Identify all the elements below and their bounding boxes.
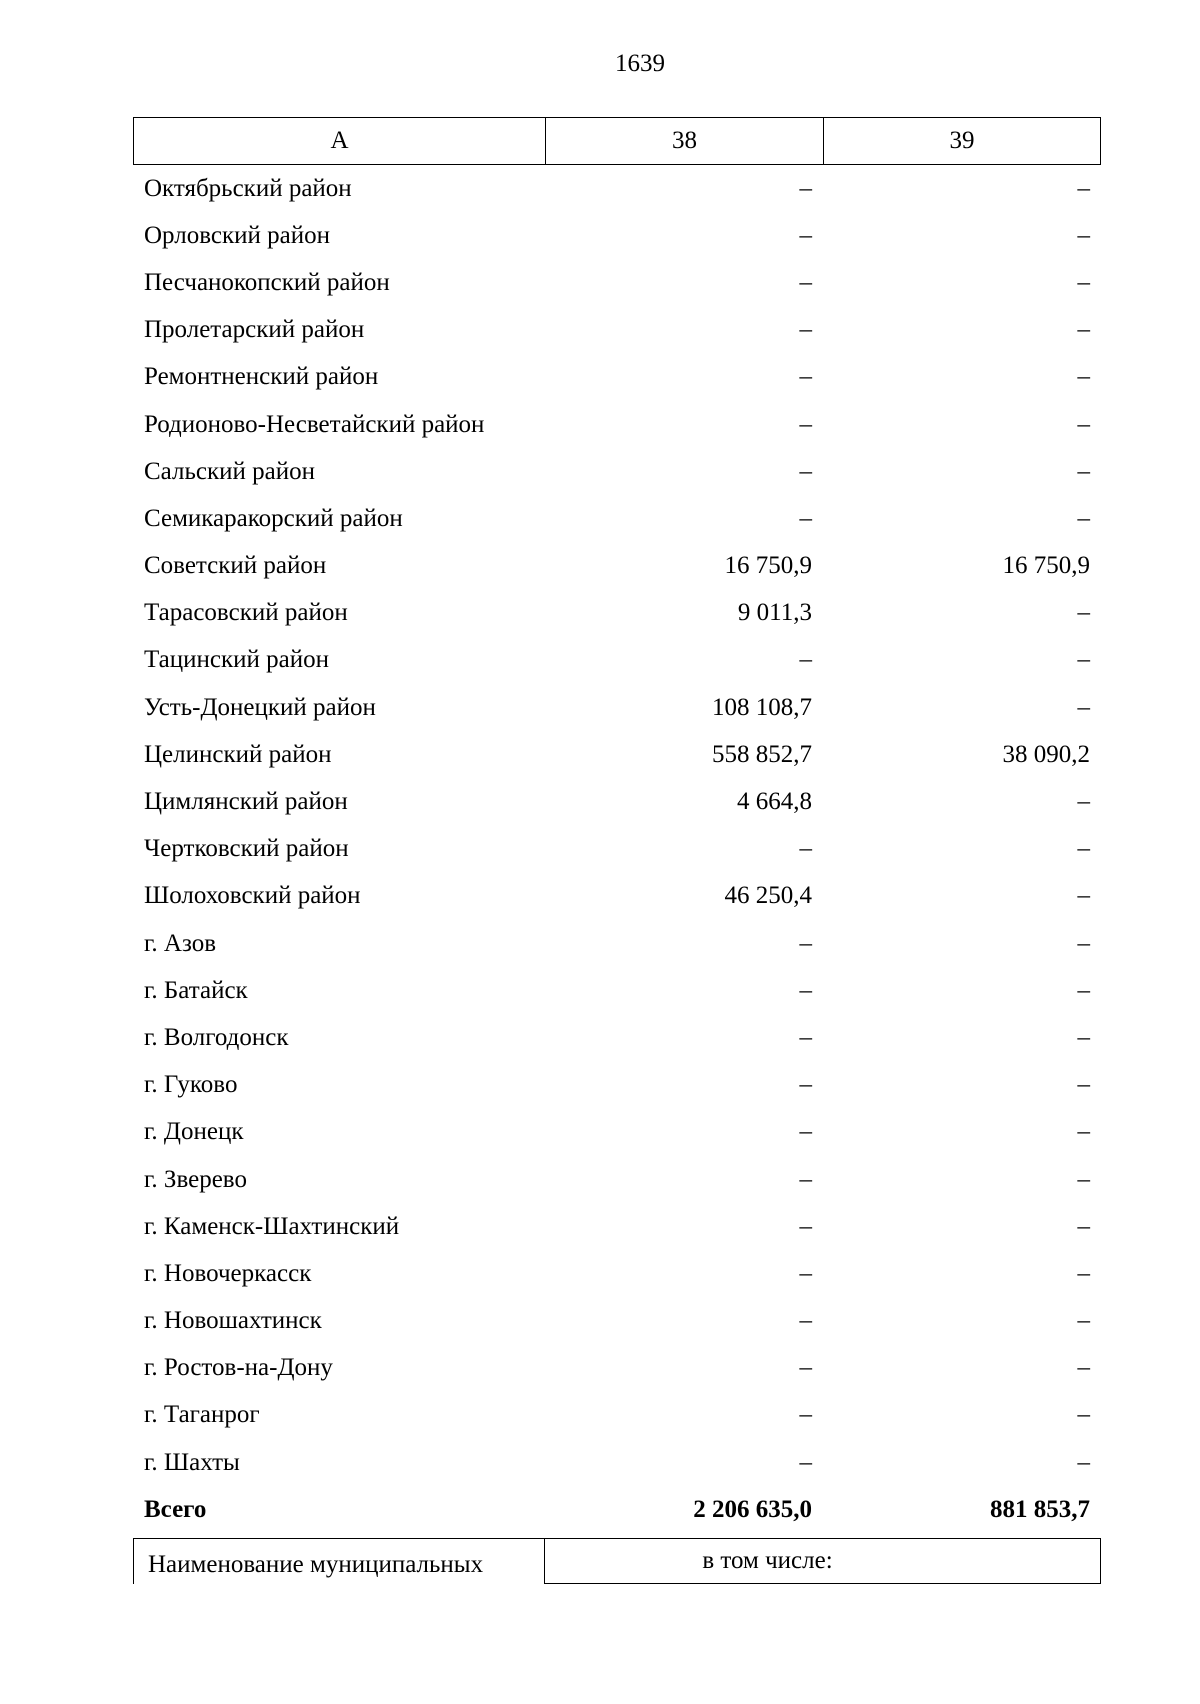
value-39: –: [1077, 929, 1090, 957]
table-row: [133, 684, 1101, 731]
next-header-including: в том числе:: [702, 1547, 833, 1574]
municipality-name: Чертковский район: [144, 835, 349, 863]
value-39: –: [1077, 504, 1090, 532]
value-39: –: [1077, 1259, 1090, 1287]
table-row: [133, 1156, 1101, 1203]
value-38: –: [799, 457, 812, 485]
value-39: –: [1077, 1165, 1090, 1193]
value-39: –: [1077, 1401, 1090, 1429]
municipality-name: г. Каменск-Шахтинский: [144, 1212, 400, 1240]
value-39: –: [1077, 646, 1090, 674]
table-row: [133, 967, 1101, 1014]
municipality-name: г. Шахты: [144, 1448, 240, 1476]
municipality-name: г. Азов: [144, 929, 217, 957]
table-row: [133, 637, 1101, 684]
municipality-name: Тацинский район: [144, 646, 329, 674]
header-column-a: А: [134, 118, 546, 164]
value-38: –: [799, 1448, 812, 1476]
value-39: –: [1077, 1448, 1090, 1476]
value-38: 46 250,4: [724, 882, 812, 910]
table-row: [133, 1345, 1101, 1392]
page-number: 1639: [615, 50, 665, 77]
table-row: [133, 259, 1101, 306]
municipality-name: г. Батайск: [144, 976, 248, 1004]
value-38: –: [799, 1071, 812, 1099]
value-38: –: [799, 221, 812, 249]
table-row: [133, 1014, 1101, 1061]
value-38: –: [799, 268, 812, 296]
value-39: 38 090,2: [1002, 740, 1090, 768]
total-label: Всего: [144, 1495, 207, 1523]
value-38: –: [799, 1118, 812, 1146]
municipality-name: Цимлянский район: [144, 788, 348, 816]
value-38: 9 011,3: [737, 599, 812, 627]
value-39: –: [1077, 221, 1090, 249]
value-39: –: [1077, 1071, 1090, 1099]
municipality-name: г. Ростов-на-Дону: [144, 1354, 333, 1382]
value-38: –: [799, 929, 812, 957]
value-38: –: [799, 1212, 812, 1240]
value-38: 558 852,7: [712, 740, 812, 768]
page-bottom-margin: [0, 1584, 1200, 1704]
table-row: [133, 1298, 1101, 1345]
value-39: –: [1077, 693, 1090, 721]
value-39: –: [1077, 316, 1090, 344]
value-39: –: [1077, 1118, 1090, 1146]
table-row: [133, 212, 1101, 259]
municipality-name: Октябрьский район: [144, 174, 352, 202]
municipality-name: г. Таганрог: [144, 1401, 260, 1429]
value-38: –: [799, 174, 812, 202]
municipality-name: Тарасовский район: [144, 599, 348, 627]
municipality-name: Ремонтненский район: [144, 363, 379, 391]
municipality-name: Семикаракорский район: [144, 504, 403, 532]
value-38: –: [799, 504, 812, 532]
table-row: [133, 401, 1101, 448]
municipality-name: г. Волгодонск: [144, 1023, 289, 1051]
table-row: [133, 873, 1101, 920]
value-39: –: [1077, 1307, 1090, 1335]
table-row: [133, 731, 1101, 778]
header-column-39: 39: [949, 127, 975, 154]
value-39: 16 750,9: [1002, 552, 1090, 580]
value-39: –: [1077, 882, 1090, 910]
table-row: [133, 1062, 1101, 1109]
table-row: [133, 354, 1101, 401]
value-39: –: [1077, 599, 1090, 627]
header-column-38: 38: [546, 118, 824, 164]
table-header: [133, 117, 1101, 165]
value-38: –: [799, 976, 812, 1004]
municipality-name: Орловский район: [144, 221, 330, 249]
value-38: –: [799, 1354, 812, 1382]
value-39: –: [1077, 788, 1090, 816]
table-row: [133, 448, 1101, 495]
value-38: –: [799, 316, 812, 344]
value-38: –: [799, 835, 812, 863]
municipality-name: Песчанокопский район: [144, 268, 390, 296]
table-row: [133, 543, 1101, 590]
value-38: –: [799, 646, 812, 674]
municipality-name: г. Зверево: [144, 1165, 247, 1193]
next-table-header: [133, 1538, 1101, 1584]
total-row: [133, 1486, 1101, 1533]
municipality-name: г. Новочеркасск: [144, 1259, 312, 1287]
table-row: [133, 307, 1101, 354]
value-39: –: [1077, 1354, 1090, 1382]
table-row: [133, 1392, 1101, 1439]
municipality-name: Шолоховский район: [144, 882, 361, 910]
table-row: [133, 920, 1101, 967]
table-row: [133, 495, 1101, 542]
value-39: –: [1077, 410, 1090, 438]
value-38: –: [799, 363, 812, 391]
municipality-name: г. Гуково: [144, 1071, 238, 1099]
table-row: [133, 778, 1101, 825]
value-38: 16 750,9: [724, 552, 812, 580]
value-39: –: [1077, 174, 1090, 202]
municipality-name: Целинский район: [144, 740, 332, 768]
value-38: –: [799, 1401, 812, 1429]
table-body: [133, 165, 1101, 1533]
table-row: [133, 1250, 1101, 1297]
value-38: –: [799, 410, 812, 438]
value-39: –: [1077, 976, 1090, 1004]
value-38: 108 108,7: [712, 693, 812, 721]
value-39: –: [1077, 268, 1090, 296]
value-39: –: [1077, 1023, 1090, 1051]
municipality-name: г. Новошахтинск: [144, 1307, 322, 1335]
table-row: [133, 1109, 1101, 1156]
table-row: [133, 165, 1101, 212]
table-row: [133, 590, 1101, 637]
municipality-name: Пролетарский район: [144, 316, 365, 344]
value-39: –: [1077, 363, 1090, 391]
table-row: [133, 826, 1101, 873]
total-value-38: 2 206 635,0: [693, 1495, 812, 1523]
table-row: [133, 1203, 1101, 1250]
municipality-name: Сальский район: [144, 457, 315, 485]
municipality-name: г. Донецк: [144, 1118, 244, 1146]
value-38: –: [799, 1023, 812, 1051]
value-39: –: [1077, 1212, 1090, 1240]
value-39: –: [1077, 835, 1090, 863]
municipality-name: Родионово-Несветайский район: [144, 410, 485, 438]
value-38: –: [799, 1165, 812, 1193]
value-39: –: [1077, 457, 1090, 485]
municipality-name: Советский район: [144, 552, 327, 580]
value-38: –: [799, 1259, 812, 1287]
total-value-39: 881 853,7: [990, 1495, 1090, 1523]
municipality-name: Усть-Донецкий район: [144, 693, 376, 721]
value-38: –: [799, 1307, 812, 1335]
table-row: [133, 1439, 1101, 1486]
value-38: 4 664,8: [737, 788, 812, 816]
next-header-column-name: Наименование муниципальных: [133, 1539, 545, 1601]
